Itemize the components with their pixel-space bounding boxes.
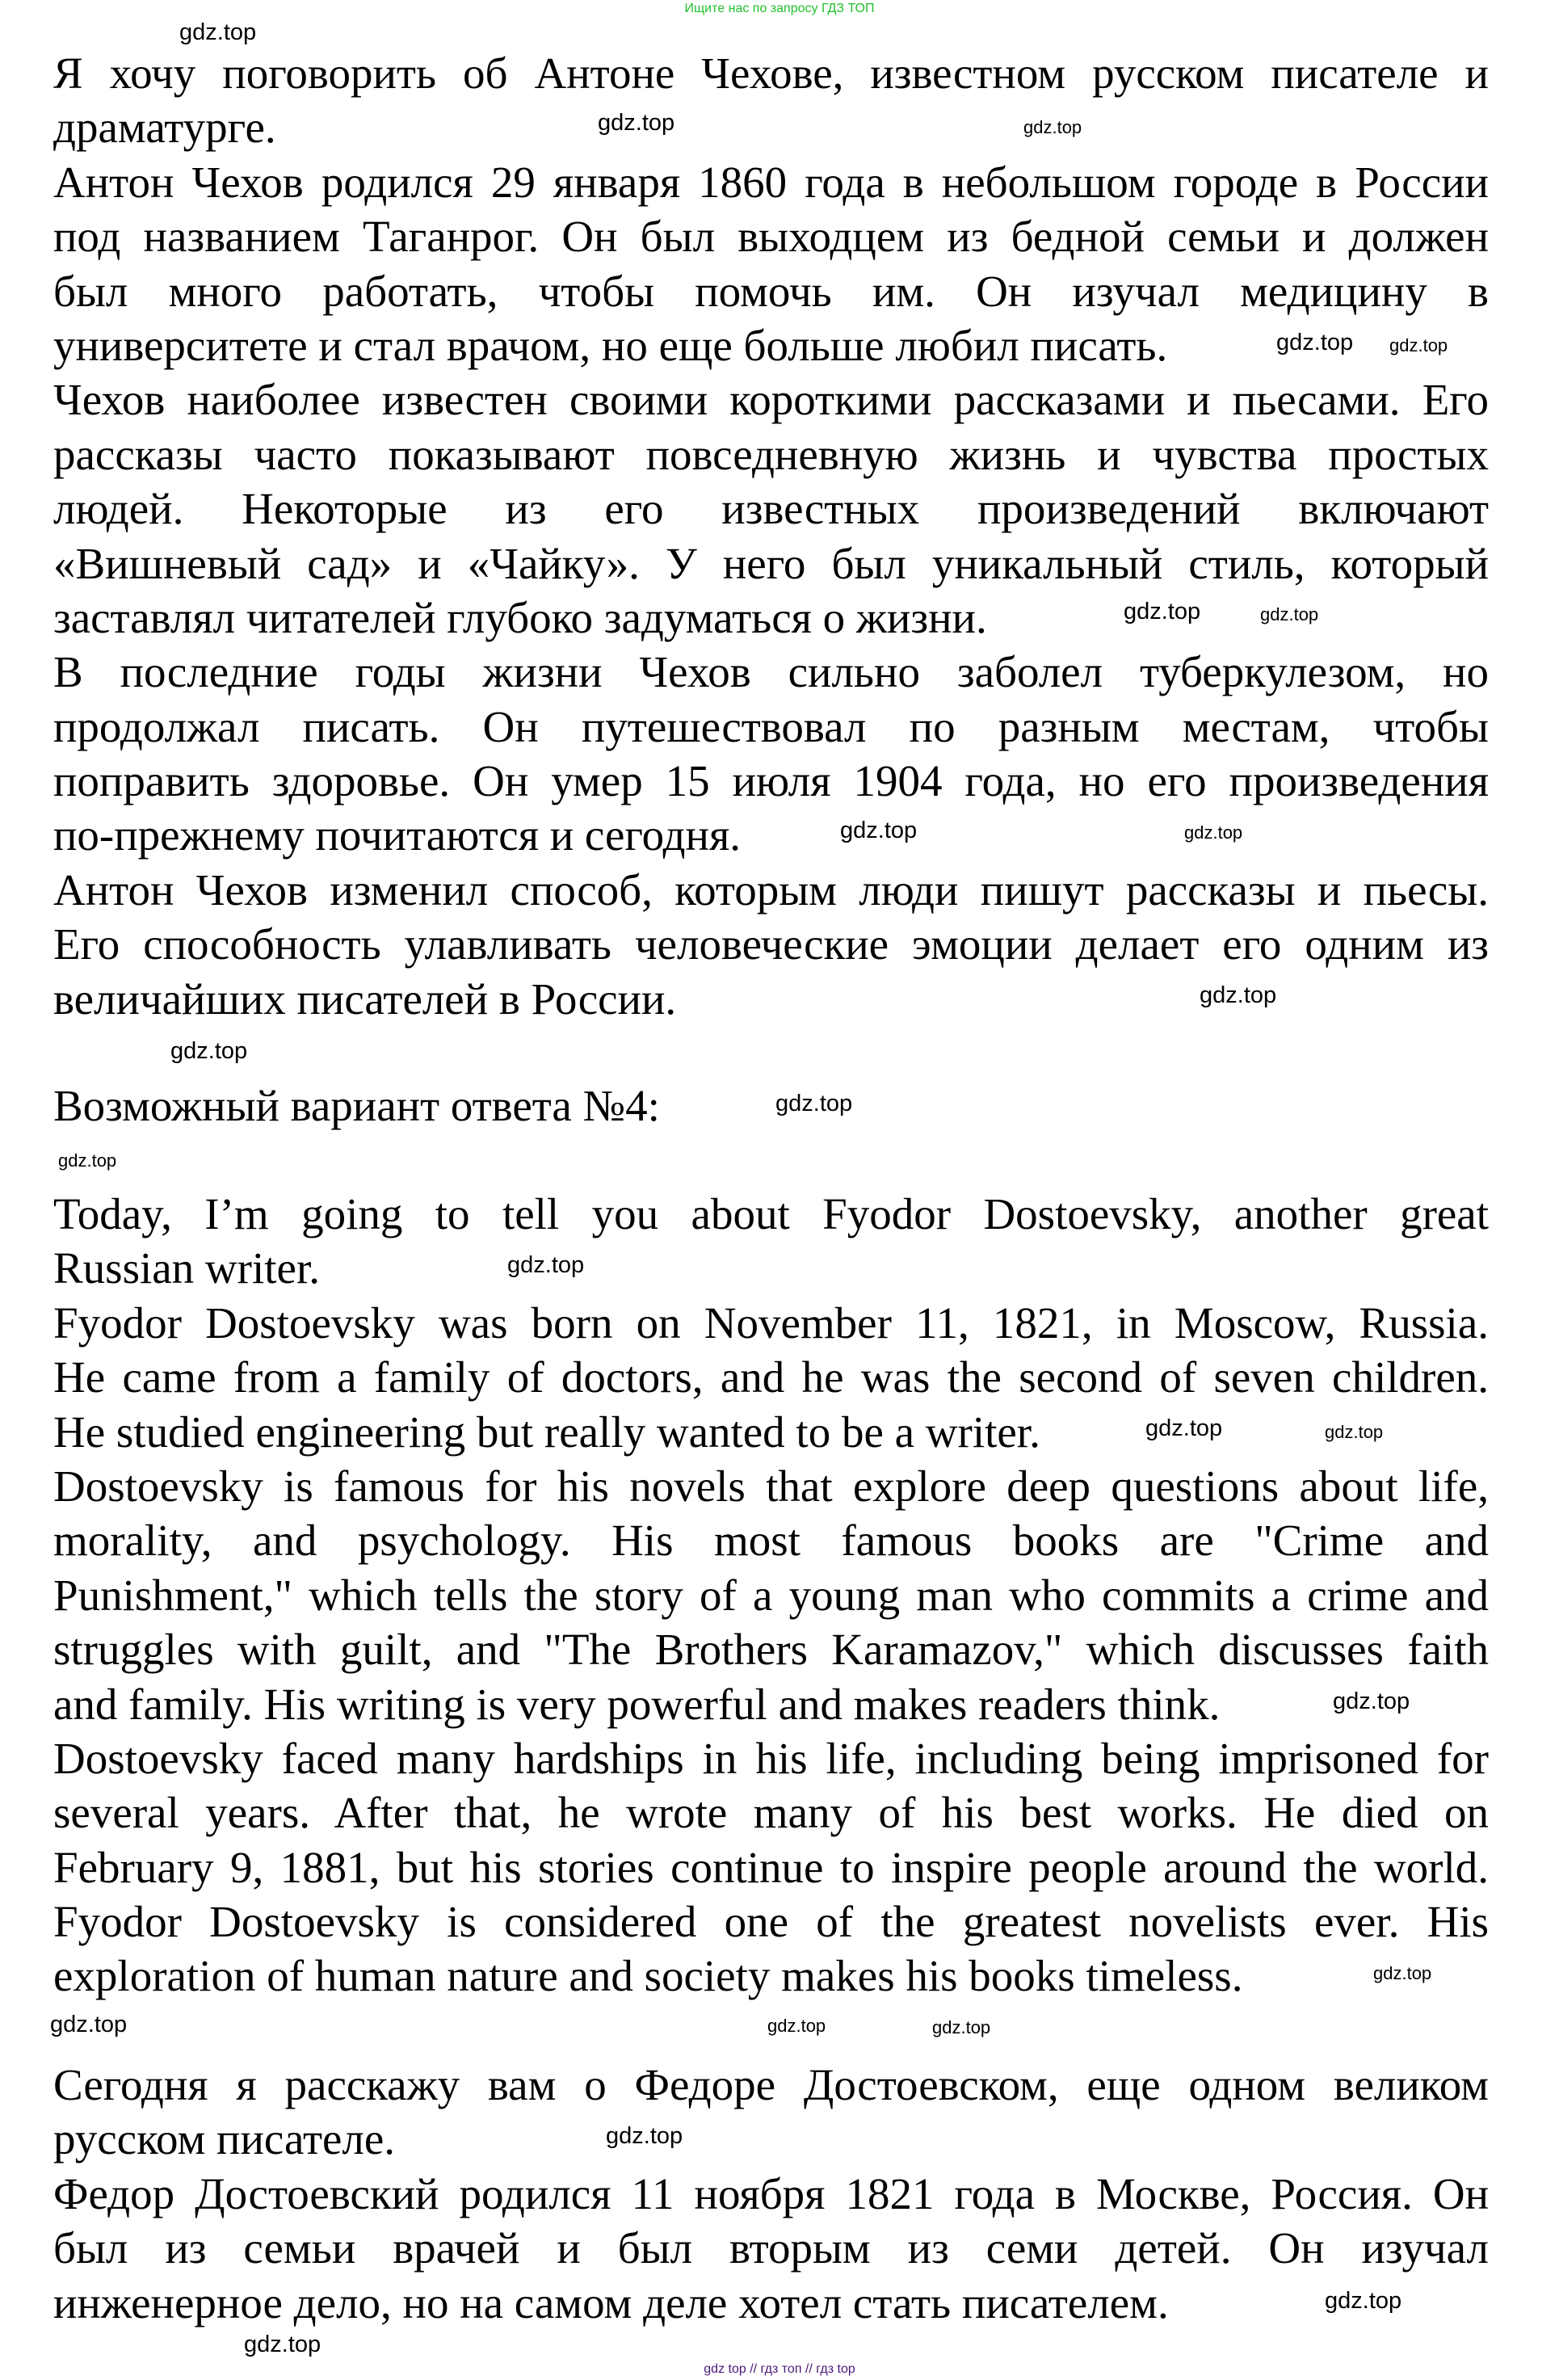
text-line: exploration of human nature and society makes his books timeless. (53, 1951, 1243, 2001)
text-line: заставлял читателей глубоко задуматься о жизни. (53, 592, 987, 642)
watermark: gdz.top (50, 2012, 128, 2037)
watermark: gdz.top (1124, 599, 1201, 624)
text-line: университете и стал врачом, но еще больше любил писать. (53, 320, 1168, 370)
text-line: Антон Чехов родился 29 января 1860 года в небольшом городе в России (53, 157, 1489, 207)
text-line: Fyodor Dostoevsky is considered one of the greatest novelists ever. His (53, 1897, 1489, 1947)
watermark: gdz.top (1389, 335, 1448, 355)
text-line: several years. After that, he wrote many of his best works. He died on (53, 1788, 1489, 1838)
text-line: людей. Некоторые из его известных произведений включают (53, 484, 1489, 534)
text-line: русском писателе. (53, 2114, 396, 2164)
text-line: драматурге. (53, 103, 276, 153)
text-line: February 9, 1881, but his stories continue to inspire people around the world. (53, 1842, 1489, 1892)
text-line: struggles with guilt, and "The Brothers Karamazov," which discusses faith (53, 1625, 1489, 1675)
text-line: по-прежнему почитаются и сегодня. (53, 810, 741, 860)
text-line: morality, and psychology. His most famous books are "Crime and (53, 1516, 1489, 1566)
text-line: инженерное дело, но на самом деле хотел стать писателем. (53, 2277, 1169, 2327)
watermark: gdz.top (1373, 1963, 1432, 1983)
answer-variant-heading (53, 1079, 1489, 1133)
text-line: Сегодня я расскажу вам о Федоре Достоевском, еще одном великом (53, 2060, 1489, 2109)
text-line: поправить здоровье. Он умер 15 июля 1904 года, но его произведения (53, 756, 1489, 806)
watermark: gdz.top (1200, 982, 1277, 1008)
bottom-banner: gdz top // гдз топ // гдз top (704, 2362, 855, 2376)
watermark: gdz.top (932, 2017, 991, 2037)
watermark: gdz.top (170, 1038, 248, 1064)
watermark: gdz.top (1184, 822, 1243, 843)
watermark: gdz.top (1023, 117, 1082, 137)
text-line: Его способность улавливать человеческие эмоции делает его одним из (53, 919, 1489, 969)
dostoevsky-russian-text (53, 2058, 1489, 2330)
text-line: He came from a family of doctors, and he was the second of seven children. (53, 1352, 1489, 1402)
text-line: Dostoevsky is famous for his novels that explore deep questions about life, (53, 1461, 1489, 1511)
watermark: gdz.top (598, 110, 675, 136)
watermark: gdz.top (767, 2016, 826, 2036)
watermark: gdz.top (507, 1252, 585, 1278)
watermark: gdz.top (1260, 604, 1319, 624)
text-line: Возможный вариант ответа №4: (53, 1081, 660, 1130)
text-line: «Вишневый сад» и «Чайку». У него был уникальный стиль, который (53, 538, 1489, 588)
chekhov-russian-text (53, 46, 1489, 1026)
watermark: gdz.top (775, 1091, 853, 1116)
text-line: продолжал писать. Он путешествовал по разным местам, чтобы (53, 701, 1489, 751)
text-line: рассказы часто показывают повседневную жизнь и чувства простых (53, 429, 1489, 479)
watermark: gdz.top (244, 2332, 321, 2357)
watermark: gdz.top (840, 818, 918, 843)
watermark: gdz.top (58, 1150, 117, 1171)
text-line: под названием Таганрог. Он был выходцем из бедной семьи и должен (53, 212, 1489, 262)
text-line: был из семьи врачей и был вторым из семи детей. Он изучал (53, 2223, 1489, 2273)
text-line: В последние годы жизни Чехов сильно заболел туберкулезом, но (53, 647, 1489, 697)
watermark: gdz.top (1145, 1415, 1223, 1441)
text-line: Чехов наиболее известен своими короткими рассказами и пьесами. Его (53, 375, 1489, 425)
watermark: gdz.top (1325, 1422, 1384, 1442)
text-line: and family. His writing is very powerful and makes readers think. (53, 1679, 1221, 1729)
text-line: Russian writer. (53, 1243, 320, 1293)
dostoevsky-english-text (53, 1187, 1489, 2004)
text-line: Антон Чехов изменил способ, которым люди пишут рассказы и пьесы. (53, 864, 1489, 915)
watermark: gdz.top (1276, 330, 1354, 355)
top-banner: Ищите нас по запросу ГДЗ ТОП (684, 2, 875, 15)
text-line: Today, I’m going to tell you about Fyodor Dostoevsky, another great (53, 1189, 1489, 1238)
watermark: gdz.top (1325, 2288, 1402, 2314)
text-line: Fyodor Dostoevsky was born on November 11, 1821, in Moscow, Russia. (53, 1297, 1489, 1348)
text-line: величайших писателей в России. (53, 973, 677, 1024)
text-line: Федор Достоевский родился 11 ноября 1821 года в Москве, Россия. Он (53, 2168, 1489, 2218)
text-line: был много работать, чтобы помочь им. Он изучал медицину в (53, 266, 1489, 316)
watermark: gdz.top (606, 2123, 683, 2149)
text-line: Я хочу поговорить об Антоне Чехове, известном русском писателе и (53, 48, 1489, 98)
text-line: He studied engineering but really wanted to be a writer. (53, 1407, 1040, 1457)
text-line: Dostoevsky faced many hardships in his life, including being imprisoned for (53, 1733, 1489, 1783)
watermark: gdz.top (1333, 1688, 1410, 1714)
watermark: gdz.top (179, 19, 257, 45)
text-line: Punishment," which tells the story of a young man who commits a crime and (53, 1570, 1489, 1620)
